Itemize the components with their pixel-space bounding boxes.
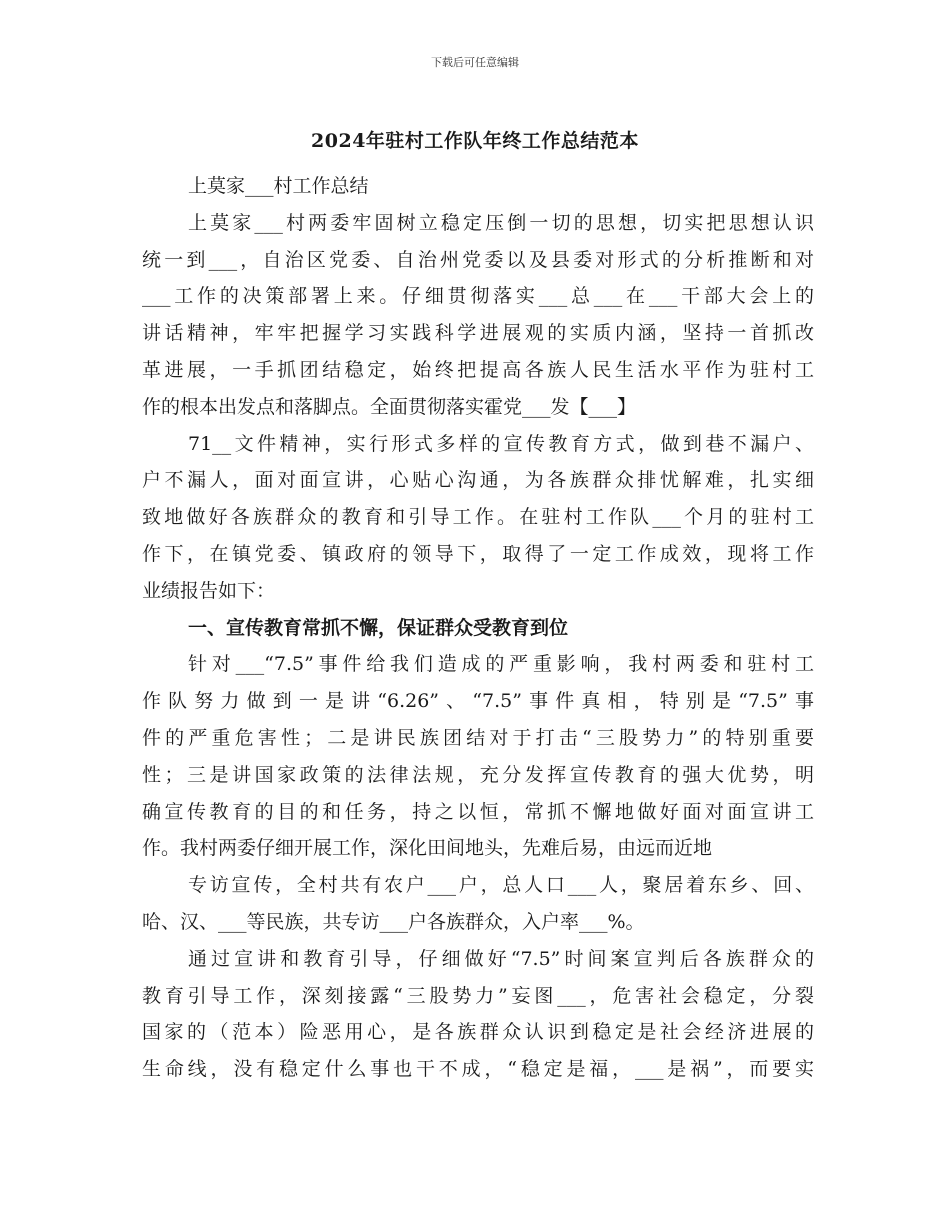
paragraph-line: 统一到___，自治区党委、自治州党委以及县委对形式的分析推断和对 bbox=[142, 248, 814, 271]
paragraph-line: ___工作的决策部署上来。仔细贯彻落实___总___在___干部大会上的 bbox=[142, 285, 814, 308]
paragraph-line: 教育引导工作，深刻接露“三股势力”妄图___，危害社会稳定，分裂 bbox=[142, 984, 814, 1007]
paragraph-line: 国家的（范本）险恶用心，是各族群众认识到稳定是社会经济进展的 bbox=[142, 1021, 814, 1044]
paragraph-line: 件的严重危害性；二是讲民族团结对于打击“三股势力”的特别重要 bbox=[142, 726, 814, 749]
header-note: 下载后可任意编辑 bbox=[431, 56, 519, 69]
paragraph-line: 上莫家___村两委牢固树立稳定压倒一切的思想，切实把思想认识 bbox=[188, 211, 814, 234]
paragraph-line: 71__文件精神，实行形式多样的宣传教育方式，做到巷不漏户、 bbox=[188, 432, 814, 455]
paragraph-line: 性；三是讲国家政策的法律法规，充分发挥宣传教育的强大优势，明 bbox=[142, 763, 814, 786]
paragraph-line: 作的根本出发点和落脚点。全面贯彻落实霍党___发【___】 bbox=[142, 395, 637, 418]
paragraph-line: 业绩报告如下： bbox=[142, 579, 276, 602]
paragraph-line: 户不漏人，面对面宣讲，心贴心沟通，为各族群众排忧解难，扎实细 bbox=[142, 469, 814, 492]
paragraph-line: 革进展，一手抓团结稳定，始终把提高各族人民生活水平作为驻村工 bbox=[142, 358, 814, 381]
paragraph-line: 讲话精神，牢牢把握学习实践科学进展观的实质内涵，坚持一首抓改 bbox=[142, 322, 814, 345]
paragraph-line: 作。我村两委仔细开展工作，深化田间地头，先难后易，由远而近地 bbox=[142, 837, 713, 860]
paragraph-line: 作队努力做到一是讲“6.26”、“7.5”事件真相，特别是“7.5”事 bbox=[142, 690, 814, 713]
document-body bbox=[142, 168, 814, 1088]
section-heading: 一、宣传教育常抓不懈，保证群众受教育到位 bbox=[188, 616, 569, 639]
paragraph-line: 哈、汉、___等民族，共专访___户各族群众，入户率___%。 bbox=[142, 910, 645, 933]
paragraph-line: 致地做好各族群众的教育和引导工作。在驻村工作队___个月的驻村工 bbox=[142, 506, 814, 529]
document-title: 2024年驻村工作队年终工作总结范本 bbox=[311, 130, 639, 152]
paragraph-line: 专访宣传，全村共有农户___户，总人口___人，聚居着东乡、回、 bbox=[188, 874, 814, 897]
paragraph-line: 针对___“7.5”事件给我们造成的严重影响，我村两委和驻村工 bbox=[188, 653, 814, 676]
paragraph-line: 生命线，没有稳定什么事也干不成，“稳定是福，___是祸”，而要实 bbox=[142, 1058, 814, 1081]
paragraph-line: 上莫家___村工作总结 bbox=[188, 175, 369, 197]
paragraph-line: 通过宣讲和教育引导，仔细做好“7.5”时间案宣判后各族群众的 bbox=[188, 947, 814, 970]
paragraph-line: 作下，在镇党委、镇政府的领导下，取得了一定工作成效，现将工作 bbox=[142, 542, 814, 565]
paragraph-line: 确宣传教育的目的和任务，持之以恒，常抓不懈地做好面对面宣讲工 bbox=[142, 800, 814, 823]
